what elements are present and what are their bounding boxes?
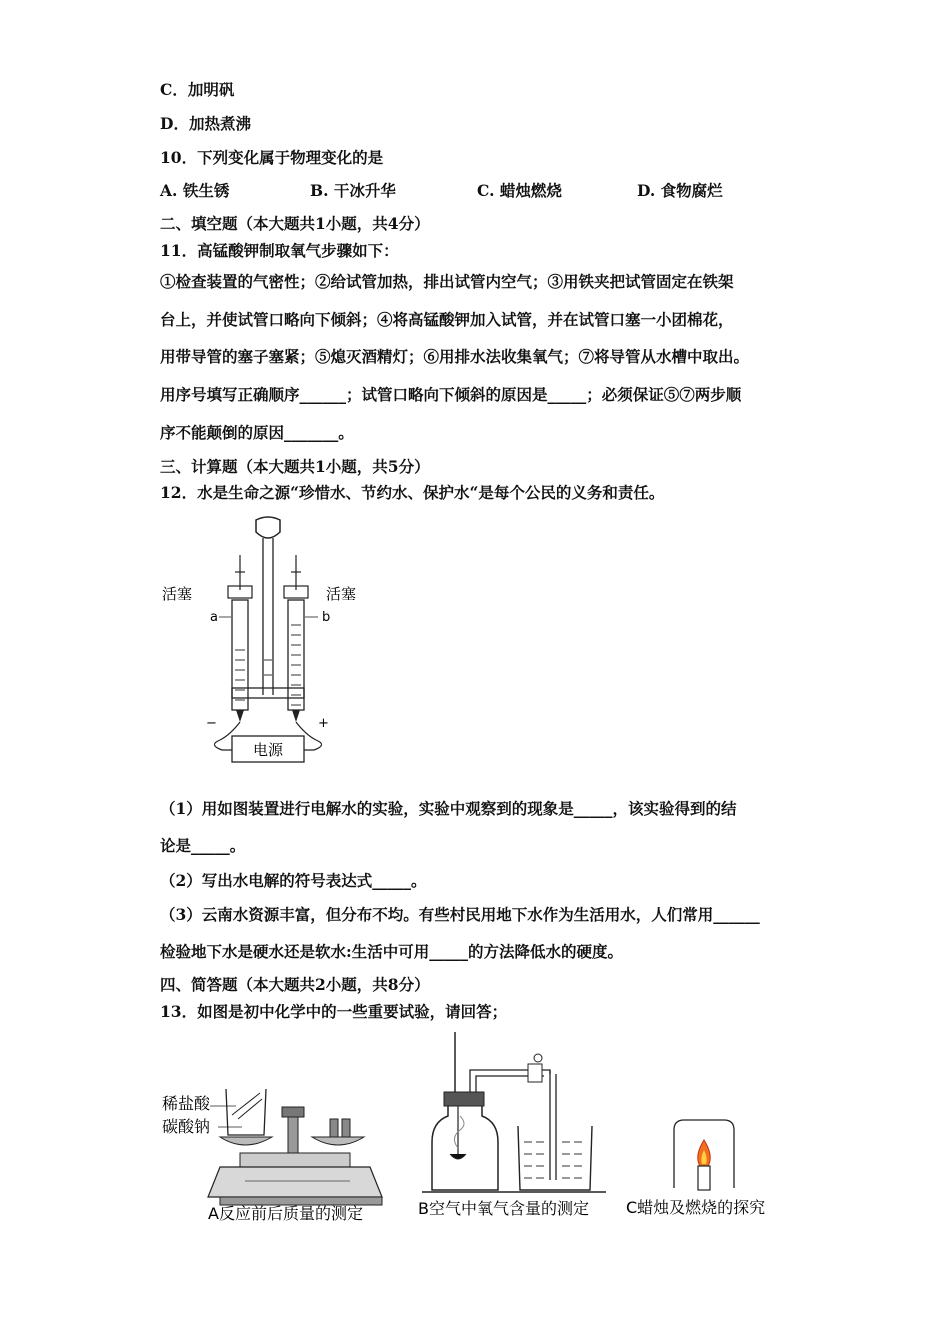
q11-line-3: 用带导管的塞子塞紧；⑤熄灭酒精灯；⑥用排水法收集氧气；⑦将导管从水槽中取出。: [160, 347, 750, 366]
electrolysis-apparatus: [160, 510, 380, 770]
q12-sub3-line1: （3）云南水资源丰富，但分布不均。有些村民用地下水作为生活用水，人们常用______: [160, 905, 760, 924]
q11-line-2: 台上，并使试管口略向下倾斜；④将高锰酸钾加入试管，并在试管口塞一小团棉花，: [160, 310, 734, 329]
q12-stem: 12．水是生命之源“珍惜水、节约水、保护水“是每个公民的义务和责任。: [160, 483, 665, 502]
power-label: 电源: [252, 741, 284, 759]
electrolysis-figure: [160, 510, 380, 770]
q10-option-b: B. 干冰升华: [310, 181, 396, 200]
left-tube: [232, 600, 248, 710]
q11-line-1: ①检查装置的气密性；②给试管加热，排出试管内空气；③用铁夹把试管固定在铁架: [160, 272, 734, 291]
section2-heading: 二、填空题（本大题共1小题，共4分）: [160, 214, 430, 233]
q11-line-4: 用序号填写正确顺序______；试管口略向下倾斜的原因是_____；必须保证⑤⑦两步顺: [160, 385, 742, 404]
figure-b: [410, 1030, 610, 1225]
right-stopcock-label: 活塞: [326, 585, 357, 603]
q12-sub2: （2）写出水电解的符号表达式_____。: [160, 871, 427, 890]
figure-c-caption: C蜡烛及燃烧的探究: [626, 1198, 766, 1217]
plus-sign: +: [318, 716, 329, 731]
oxygen-apparatus: [410, 1030, 610, 1225]
funnel-shape: [256, 517, 280, 538]
figure-b-caption: B空气中氧气含量的测定: [418, 1199, 589, 1218]
q12-sub1-line2: 论是_____。: [160, 836, 246, 855]
q13-stem: 13．如图是初中化学中的一些重要试验，请回答；: [160, 1002, 508, 1021]
figure-a: [160, 1085, 390, 1225]
dilute-hcl-label: 稀盐酸: [162, 1094, 211, 1113]
q12-sub1-line1: （1）用如图装置进行电解水的实验，实验中观察到的现象是_____，该实验得到的结: [160, 799, 737, 818]
q11-line-5: 序不能颠倒的原因_______。: [160, 423, 354, 442]
q10-option-a: A. 铁生锈: [160, 181, 230, 200]
minus-sign: −: [206, 716, 217, 731]
q10-stem: 10．下列变化属于物理变化的是: [160, 148, 384, 167]
q9-option-d: D．加热煮沸: [160, 114, 251, 133]
figure-a-caption: A反应前后质量的测定: [208, 1204, 363, 1223]
candle-apparatus: [622, 1110, 792, 1225]
balance-apparatus: [160, 1085, 390, 1225]
q10-option-c: C. 蜡烛燃烧: [477, 181, 562, 200]
q10-option-d: D. 食物腐烂: [637, 181, 723, 200]
section3-heading: 三、计算题（本大题共1小题，共5分）: [160, 457, 430, 476]
figure-c: [622, 1110, 792, 1225]
tube-b-label: b: [322, 610, 331, 625]
q9-option-c: C．加明矾: [160, 80, 235, 99]
section4-heading: 四、简答题（本大题共2小题，共8分）: [160, 975, 430, 994]
q11-stem: 11．高锰酸钾制取氧气步骤如下：: [160, 241, 399, 260]
q12-sub3-line2: 检验地下水是硬水还是软水:生活中可用_____的方法降低水的硬度。: [160, 942, 623, 961]
left-stopcock-label: 活塞: [162, 585, 193, 603]
sodium-carbonate-label: 碳酸钠: [162, 1117, 211, 1136]
tube-a-label: a: [210, 610, 218, 625]
